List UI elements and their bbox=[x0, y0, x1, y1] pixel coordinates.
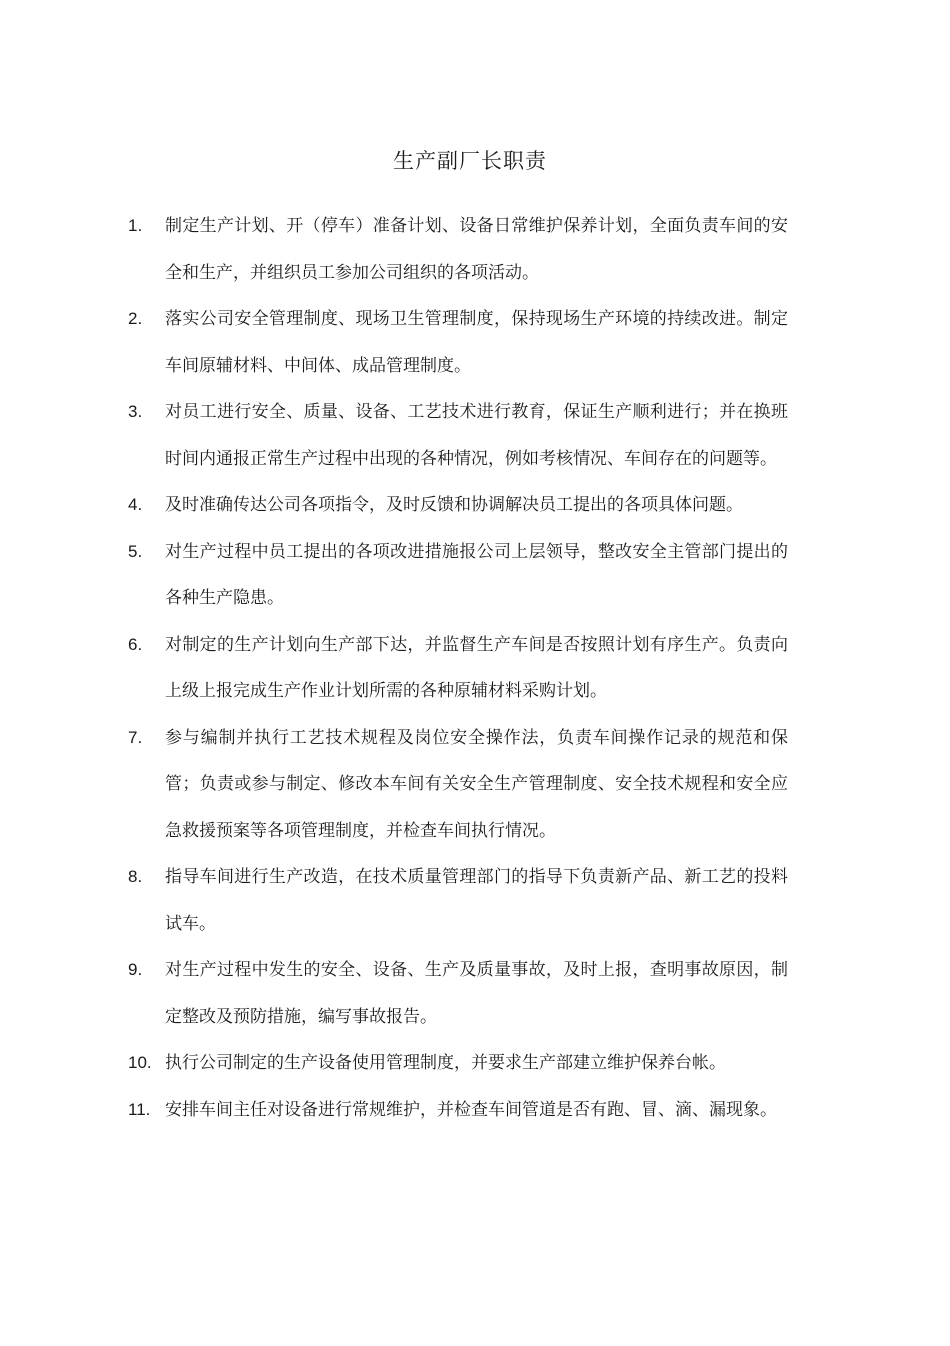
item-number: 9. bbox=[128, 960, 143, 979]
item-number: 3. bbox=[128, 402, 143, 421]
item-number: 7. bbox=[128, 727, 143, 747]
duty-list bbox=[128, 203, 788, 1133]
item-number: 5. bbox=[128, 541, 143, 561]
item-text: 对生产过程中员工提出的各项改进措施报公司上层领导，整改安全主管部门提出的各种生产隐患。 bbox=[165, 541, 788, 608]
item-text: 执行公司制定的生产设备使用管理制度，并要求生产部建立维护保养台帐。 bbox=[165, 1053, 726, 1073]
item-text: 落实公司安全管理制度、现场卫生管理制度，保持现场生产环境的持续改进。制定车间原辅材料、中间体、成品管理制度。 bbox=[165, 309, 788, 376]
item-text: 参与编制并执行工艺技术规程及岗位安全操作法，负责车间操作记录的规范和保管；负责或参与制定、修改本车间有关安全生产管理制度、安全技术规程和安全应急救援预案等各项管理制度，并检查车间执行情况。 bbox=[165, 727, 788, 841]
list-item bbox=[128, 854, 788, 947]
item-text: 及时准确传达公司各项指令，及时反馈和协调解决员工提出的各项具体问题。 bbox=[165, 495, 743, 515]
item-number: 6. bbox=[128, 634, 143, 654]
item-text: 对员工进行安全、质量、设备、工艺技术进行教育，保证生产顺利进行；并在换班时间内通报正常生产过程中出现的各种情况，例如考核情况、车间存在的问题等。 bbox=[165, 402, 788, 469]
list-item bbox=[128, 529, 788, 622]
list-item bbox=[128, 715, 788, 855]
item-number: 10. bbox=[128, 1053, 152, 1072]
item-number: 11. bbox=[128, 1099, 151, 1119]
item-number: 2. bbox=[128, 309, 143, 328]
page-title: 生产副厂长职责 bbox=[393, 149, 547, 173]
list-item bbox=[128, 1040, 788, 1087]
item-text: 安排车间主任对设备进行常规维护，并检查车间管道是否有跑、冒、滴、漏现象。 bbox=[165, 1099, 777, 1120]
item-text: 对制定的生产计划向生产部下达，并监督生产车间是否按照计划有序生产。负责向上级上报完成生产作业计划所需的各种原辅材料采购计划。 bbox=[165, 634, 788, 701]
item-number: 4. bbox=[128, 495, 143, 514]
list-item bbox=[128, 296, 788, 389]
item-number: 8. bbox=[128, 867, 143, 886]
item-text: 对生产过程中发生的安全、设备、生产及质量事故，及时上报，查明事故原因，制定整改及预防措施，编写事故报告。 bbox=[165, 960, 788, 1027]
item-number: 1. bbox=[128, 216, 143, 235]
list-item bbox=[128, 622, 788, 715]
list-item bbox=[128, 1087, 788, 1134]
list-item bbox=[128, 482, 788, 529]
item-text: 指导车间进行生产改造，在技术质量管理部门的指导下负责新产品、新工艺的投料试车。 bbox=[165, 867, 788, 934]
list-item bbox=[128, 389, 788, 482]
list-item bbox=[128, 947, 788, 1040]
list-item bbox=[128, 203, 788, 296]
item-text: 制定生产计划、开（停车）准备计划、设备日常维护保养计划，全面负责车间的安全和生产，并组织员工参加公司组织的各项活动。 bbox=[165, 216, 788, 283]
